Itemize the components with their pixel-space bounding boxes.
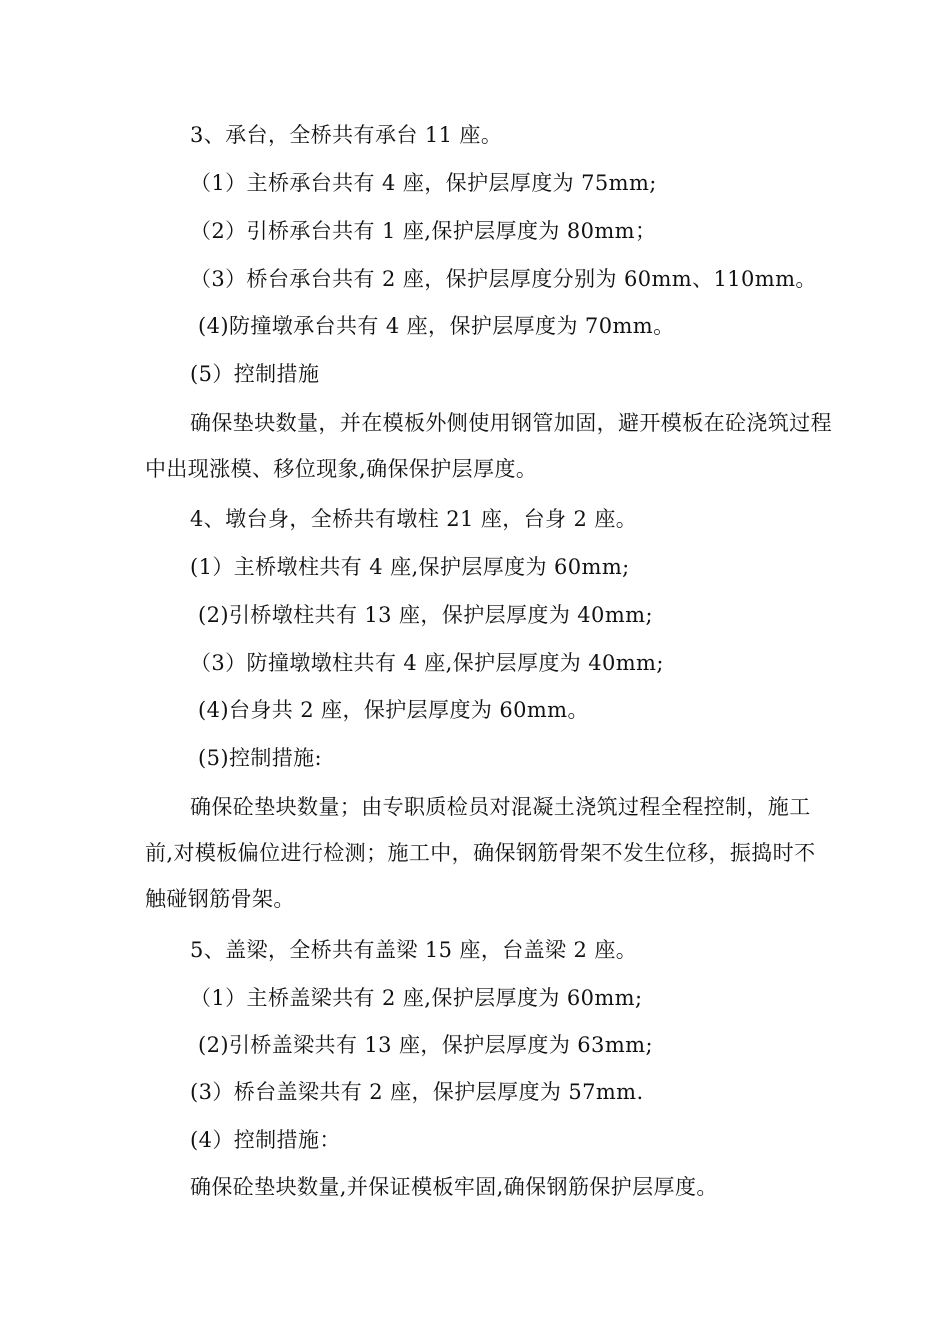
section-4-item-1: (1）主桥墩柱共有 4 座,保护层厚度为 60mm; bbox=[190, 555, 630, 579]
section-4-item-5: (5)控制措施: bbox=[198, 746, 323, 770]
section-3-item-3: （3）桥台承台共有 2 座，保护层厚度分别为 60mm、110mm。 bbox=[190, 267, 817, 291]
section-4-measure: 确保砼垫块数量；由专职质检员对混凝土浇筑过程全程控制，施工前,对模板偏位进行检测；施工中，确保钢筋骨架不发生位移，振捣时不触碰钢筋骨架。 bbox=[145, 795, 816, 911]
section-3-measure: 确保垫块数量，并在模板外侧使用钢管加固，避开模板在砼浇筑过程中出现涨模、移位现象,确保保护层厚度。 bbox=[145, 411, 832, 481]
section-5-item-1: （1）主桥盖梁共有 2 座,保护层厚度为 60mm; bbox=[190, 986, 643, 1010]
section-5-heading: 5、盖梁，全桥共有盖梁 15 座，台盖梁 2 座。 bbox=[190, 938, 638, 962]
section-3-item-2: （2）引桥承台共有 1 座,保护层厚度为 80mm； bbox=[190, 219, 657, 243]
section-4-heading: 4、墩台身，全桥共有墩柱 21 座，台身 2 座。 bbox=[190, 507, 638, 531]
section-5-measure: 确保砼垫块数量,并保证模板牢固,确保钢筋保护层厚度。 bbox=[190, 1175, 718, 1199]
section-4-item-4: (4)台身共 2 座，保护层厚度为 60mm。 bbox=[198, 698, 589, 722]
section-5-item-2: (2)引桥盖梁共有 13 座，保护层厚度为 63mm; bbox=[198, 1033, 653, 1057]
section-3-item-5: (5）控制措施 bbox=[190, 362, 320, 386]
section-3-heading: 3、承台，全桥共有承台 11 座。 bbox=[190, 123, 503, 147]
section-4-item-2: (2)引桥墩柱共有 13 座，保护层厚度为 40mm; bbox=[198, 603, 653, 627]
section-5-item-3: (3）桥台盖梁共有 2 座，保护层厚度为 57mm. bbox=[190, 1080, 644, 1104]
section-5-item-4: (4）控制措施： bbox=[190, 1128, 341, 1152]
section-4-item-3: （3）防撞墩墩柱共有 4 座,保护层厚度为 40mm; bbox=[190, 651, 664, 675]
section-3-item-4: (4)防撞墩承台共有 4 座，保护层厚度为 70mm。 bbox=[198, 314, 675, 338]
section-3-item-1: （1）主桥承台共有 4 座，保护层厚度为 75mm; bbox=[190, 171, 657, 195]
